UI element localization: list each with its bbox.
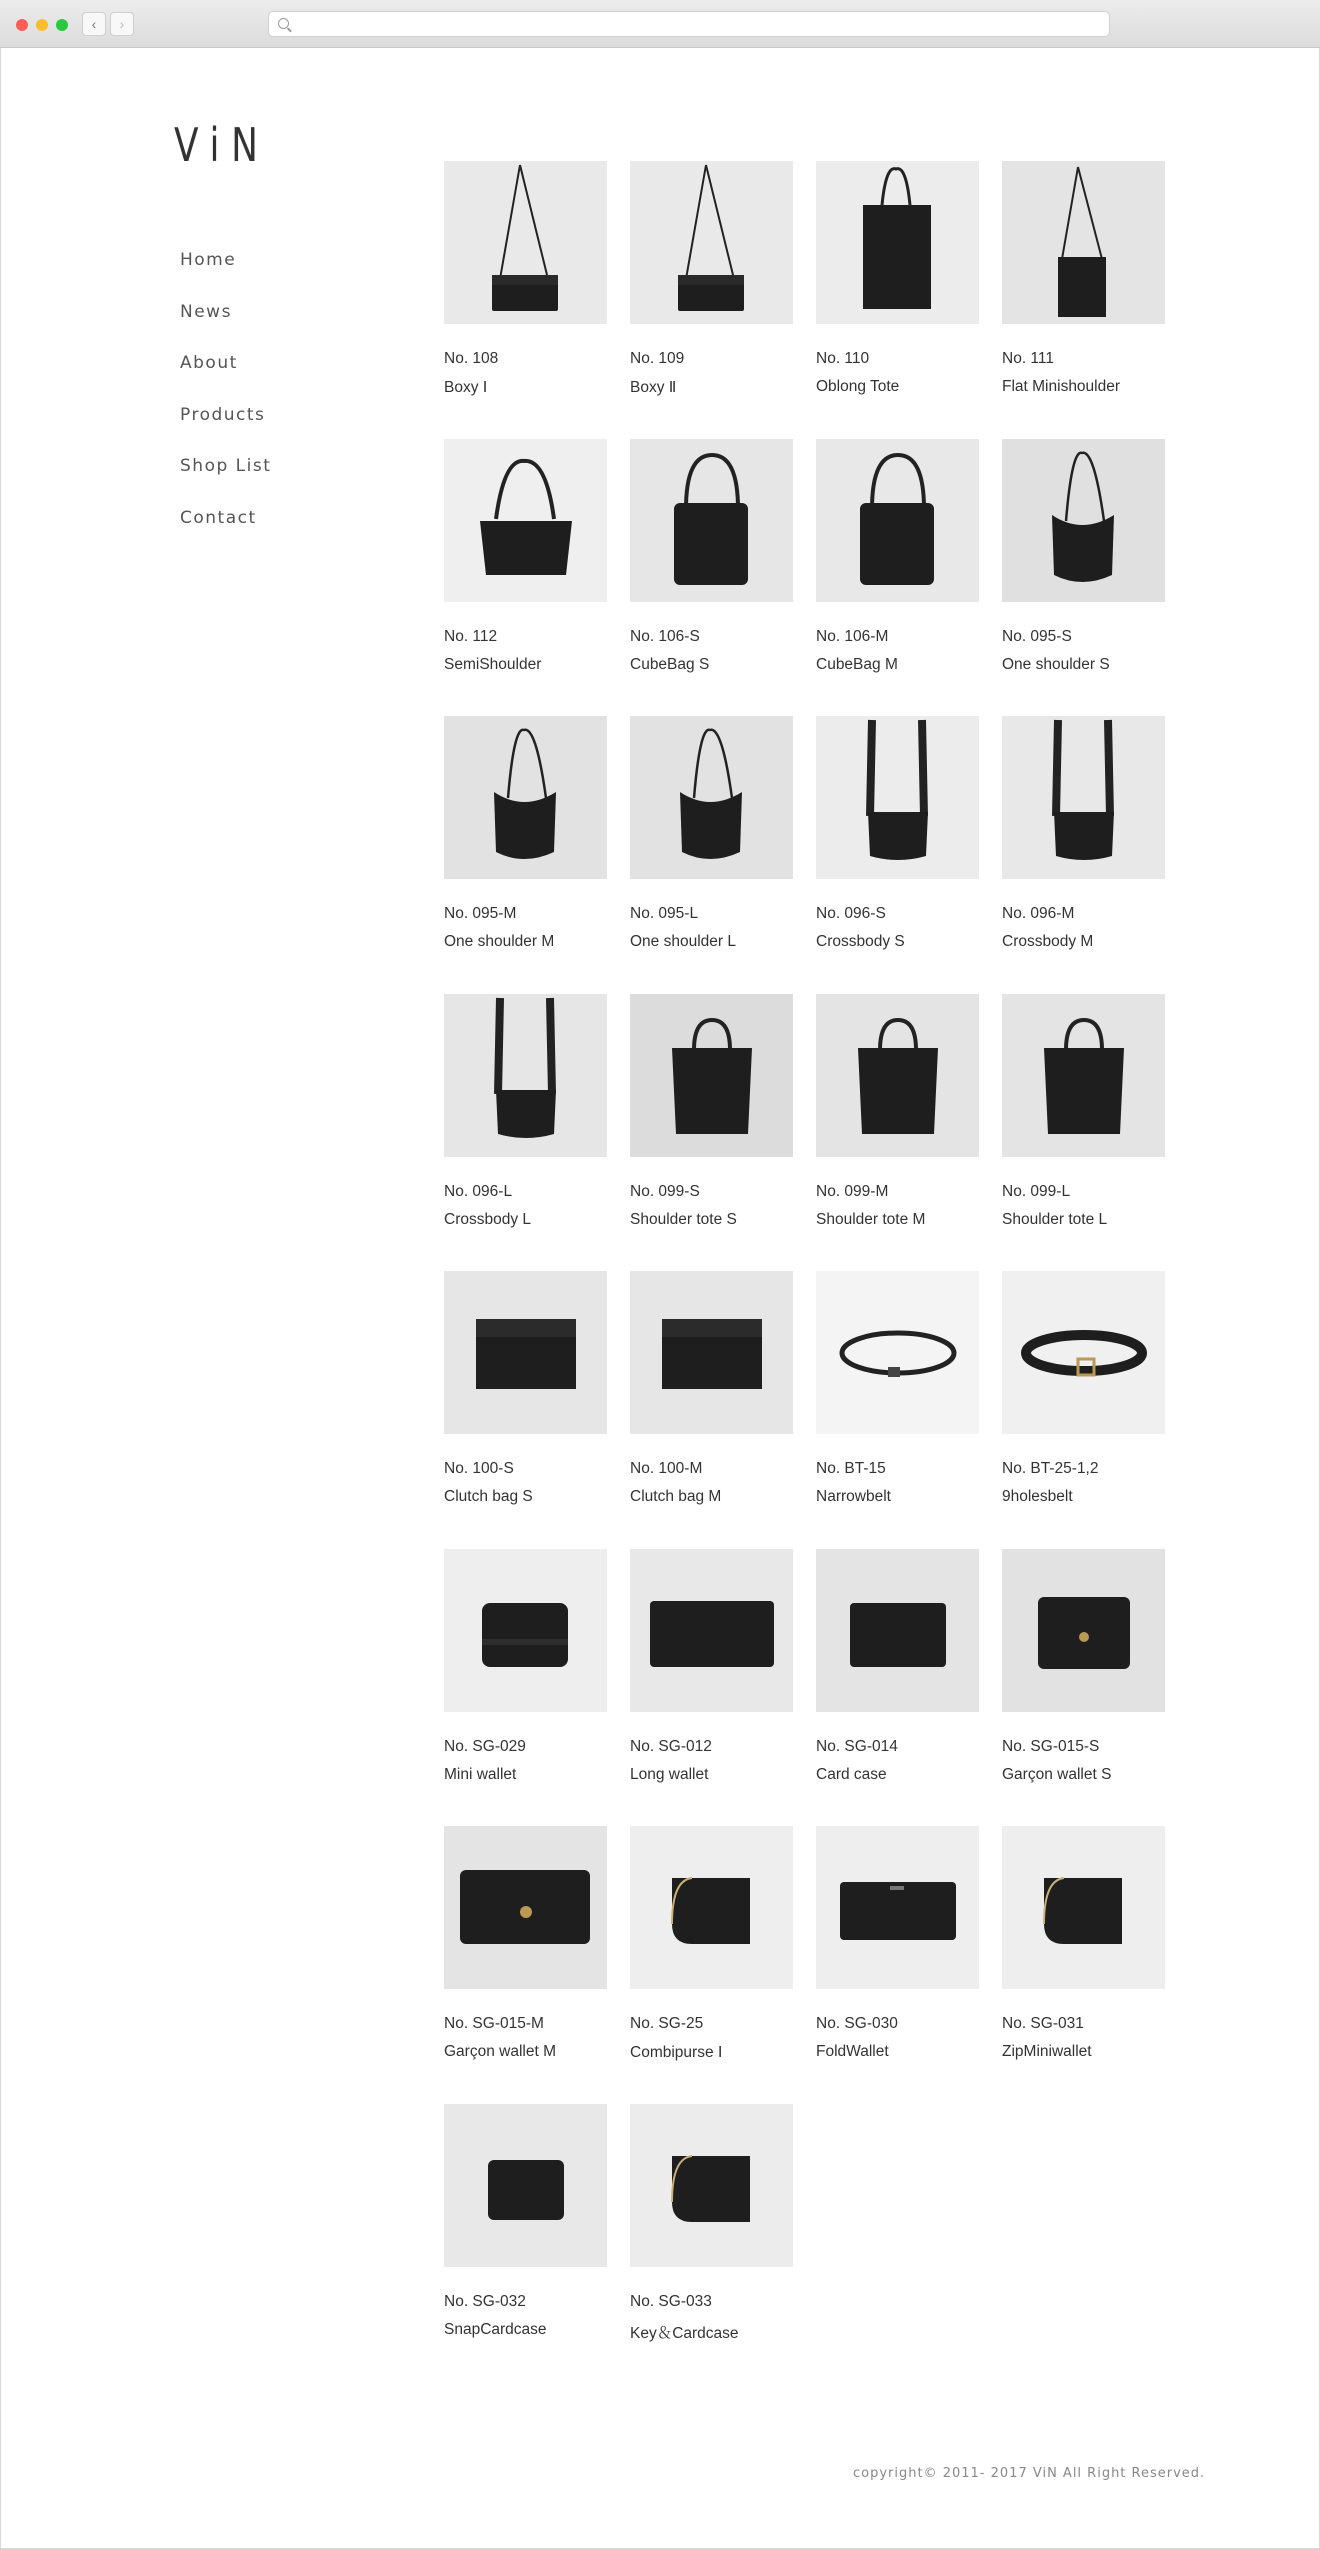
product-code[interactable]: No. SG-030 [816,2015,898,2032]
product-card[interactable] [1002,1826,1165,2060]
nav-contact[interactable]: Contact [180,507,257,528]
product-code[interactable]: No. 099-L [1002,1182,1071,1200]
product-code[interactable]: No. 108 [444,350,499,367]
zip-purse-icon[interactable] [1002,1826,1165,1989]
product-name[interactable]: Clutch bag M [630,1488,722,1505]
nav-shop-list[interactable]: Shop List [180,456,272,477]
product-code[interactable]: No. SG-014 [816,1737,898,1755]
product-code[interactable]: No. 096-S [816,905,886,922]
product-name[interactable]: Crossbody S [816,933,905,950]
product-code[interactable]: No. SG-015-M [444,2015,544,2032]
garcon-wallet-m-icon[interactable] [444,1826,607,1989]
browser-toolbar [0,0,1320,48]
fold-wallet-icon[interactable] [816,1826,979,1989]
product-name[interactable]: Boxy Ⅱ [630,379,677,396]
product-name[interactable]: Oblong Tote [816,378,900,395]
product-name[interactable]: Mini wallet [444,1765,517,1783]
crossbody-wide-icon[interactable] [1002,716,1165,879]
mini-shoulder-icon[interactable] [1002,161,1165,324]
product-card[interactable] [816,1549,979,1783]
product-code[interactable]: No. 099-M [816,1182,889,1200]
product-name[interactable]: One shoulder S [1002,655,1110,673]
product-card[interactable] [630,716,793,950]
product-code[interactable]: No. 099-S [630,1182,700,1200]
site-logo[interactable]: ViN [174,118,270,172]
product-card[interactable] [1002,161,1165,395]
snap-cardcase-icon[interactable] [444,2104,607,2267]
product-code[interactable]: No. 111 [1002,350,1054,367]
product-name[interactable]: Crossbody L [444,1210,532,1228]
product-name[interactable]: Shoulder tote L [1002,1210,1108,1228]
product-card[interactable] [444,1826,607,2060]
product-card[interactable] [444,994,607,1228]
product-name[interactable]: ZipMiniwallet [1002,2043,1092,2060]
product-code[interactable]: No. SG-031 [1002,2015,1084,2032]
product-card[interactable] [630,1549,793,1783]
maximize-window-icon[interactable] [56,19,68,31]
product-card[interactable] [1002,1549,1165,1783]
nav-products[interactable]: Products [180,404,266,425]
card-case-icon[interactable] [816,1549,979,1712]
product-code[interactable]: No. 112 [444,627,498,645]
product-card[interactable] [816,716,979,950]
product-card[interactable] [444,439,607,673]
nav-home[interactable]: Home [180,250,237,270]
crossbody-wide-icon[interactable] [816,716,979,879]
product-code[interactable]: No. 095-L [630,905,699,922]
product-code[interactable]: No. 109 [630,350,685,367]
semi-shoulder-icon[interactable] [444,439,607,602]
product-card[interactable] [444,2104,607,2338]
search-icon [278,18,289,29]
product-card[interactable] [1002,716,1165,950]
product-card[interactable] [1002,994,1165,1228]
product-name[interactable]: Card case [816,1765,887,1783]
product-code[interactable]: No. SG-032 [444,2292,526,2310]
forward-button[interactable]: › [110,12,134,36]
product-name[interactable]: CubeBag S [630,655,710,673]
product-card[interactable] [444,161,607,396]
product-code[interactable]: No. 106-M [816,627,889,645]
hobo-bag-icon[interactable] [1002,439,1165,602]
product-name[interactable]: 9holesbelt [1002,1488,1073,1505]
clutch-icon[interactable] [630,1271,793,1434]
clutch-icon[interactable] [444,1271,607,1434]
product-name[interactable]: Boxy Ⅰ [444,379,488,396]
belt-wide-icon[interactable] [1002,1271,1165,1434]
product-code[interactable]: No. 106-S [630,627,700,645]
long-wallet-icon[interactable] [630,1549,793,1712]
product-name[interactable]: One shoulder M [444,933,555,950]
product-name[interactable]: SemiShoulder [444,655,542,673]
product-card[interactable] [816,1826,979,2060]
product-card[interactable] [444,716,607,950]
crossbody-bag-icon[interactable] [444,161,607,324]
side-navigation [180,250,271,560]
product-code[interactable]: No. 095-S [1002,627,1072,645]
product-code[interactable]: No. 096-L [444,1182,513,1200]
product-name[interactable]: Flat Minishoulder [1002,378,1121,395]
product-card[interactable] [630,161,793,396]
product-card[interactable] [630,2104,793,2342]
product-name[interactable]: Combipurse Ⅰ [630,2044,723,2061]
product-code[interactable]: No. 095-M [444,905,517,922]
hobo-bag-icon[interactable] [444,716,607,879]
garcon-wallet-icon[interactable] [1002,1549,1165,1712]
product-card[interactable] [816,994,979,1228]
product-name[interactable]: Narrowbelt [816,1488,891,1505]
back-button[interactable]: ‹ [82,12,106,36]
product-name[interactable]: One shoulder L [630,933,736,950]
product-card[interactable] [1002,1271,1165,1505]
tote-icon[interactable] [630,994,793,1157]
address-bar[interactable] [268,11,1110,37]
product-card[interactable] [630,994,793,1228]
crossbody-wide-icon[interactable] [444,994,607,1157]
product-card[interactable] [630,1826,793,2061]
product-name[interactable]: Crossbody M [1002,933,1094,950]
cube-bag-icon[interactable] [816,439,979,602]
product-code[interactable]: No. SG-012 [630,1737,712,1755]
product-card[interactable] [816,161,979,395]
product-code[interactable]: No. BT-15 [816,1460,886,1477]
minimize-window-icon[interactable] [36,19,48,31]
product-name[interactable]: Garçon wallet S [1002,1765,1112,1783]
product-code[interactable]: No. BT-25-1,2 [1002,1460,1099,1477]
hobo-bag-icon[interactable] [630,716,793,879]
product-card[interactable] [1002,439,1165,673]
tote-icon[interactable] [816,994,979,1157]
product-name[interactable]: Clutch bag S [444,1488,533,1505]
product-name[interactable]: SnapCardcase [444,2320,547,2338]
zip-purse-icon[interactable] [630,2104,793,2267]
product-code[interactable]: No. 100-S [444,1460,514,1477]
product-card[interactable] [444,1549,607,1783]
product-card[interactable] [630,1271,793,1505]
tall-tote-icon[interactable] [816,161,979,324]
tote-icon[interactable] [1002,994,1165,1157]
product-code[interactable]: No. SG-015-S [1002,1737,1100,1755]
product-code[interactable]: No. 100-M [630,1460,703,1477]
product-name[interactable]: FoldWallet [816,2043,889,2060]
crossbody-bag-icon[interactable] [630,161,793,324]
nav-about[interactable]: About [180,353,238,374]
product-name[interactable]: Garçon wallet M [444,2043,556,2060]
product-name[interactable]: CubeBag M [816,655,898,673]
product-name[interactable]: Long wallet [630,1765,709,1783]
product-card[interactable] [816,439,979,673]
mini-wallet-icon[interactable] [444,1549,607,1712]
cube-bag-icon[interactable] [630,439,793,602]
zip-purse-icon[interactable] [630,1826,793,1989]
product-code[interactable]: No. 096-M [1002,905,1075,922]
product-code[interactable]: No. SG-25 [630,2015,704,2032]
product-code[interactable]: No. 110 [816,350,870,367]
belt-icon[interactable] [816,1271,979,1434]
product-code[interactable]: No. SG-029 [444,1737,526,1755]
product-name[interactable]: Key＆Cardcase [630,2324,739,2342]
product-name[interactable]: Shoulder tote M [816,1210,926,1228]
page-frame-left [0,48,1,2549]
product-card[interactable] [630,439,793,673]
product-card[interactable] [816,1271,979,1505]
nav-news[interactable]: News [180,301,232,322]
product-name[interactable]: Shoulder tote S [630,1210,737,1228]
product-code[interactable]: No. SG-033 [630,2292,712,2310]
copyright-text: copyright© 2011- 2017 ViN All Right Reserved. [853,2466,1206,2481]
close-window-icon[interactable] [16,19,28,31]
product-card[interactable] [444,1271,607,1505]
